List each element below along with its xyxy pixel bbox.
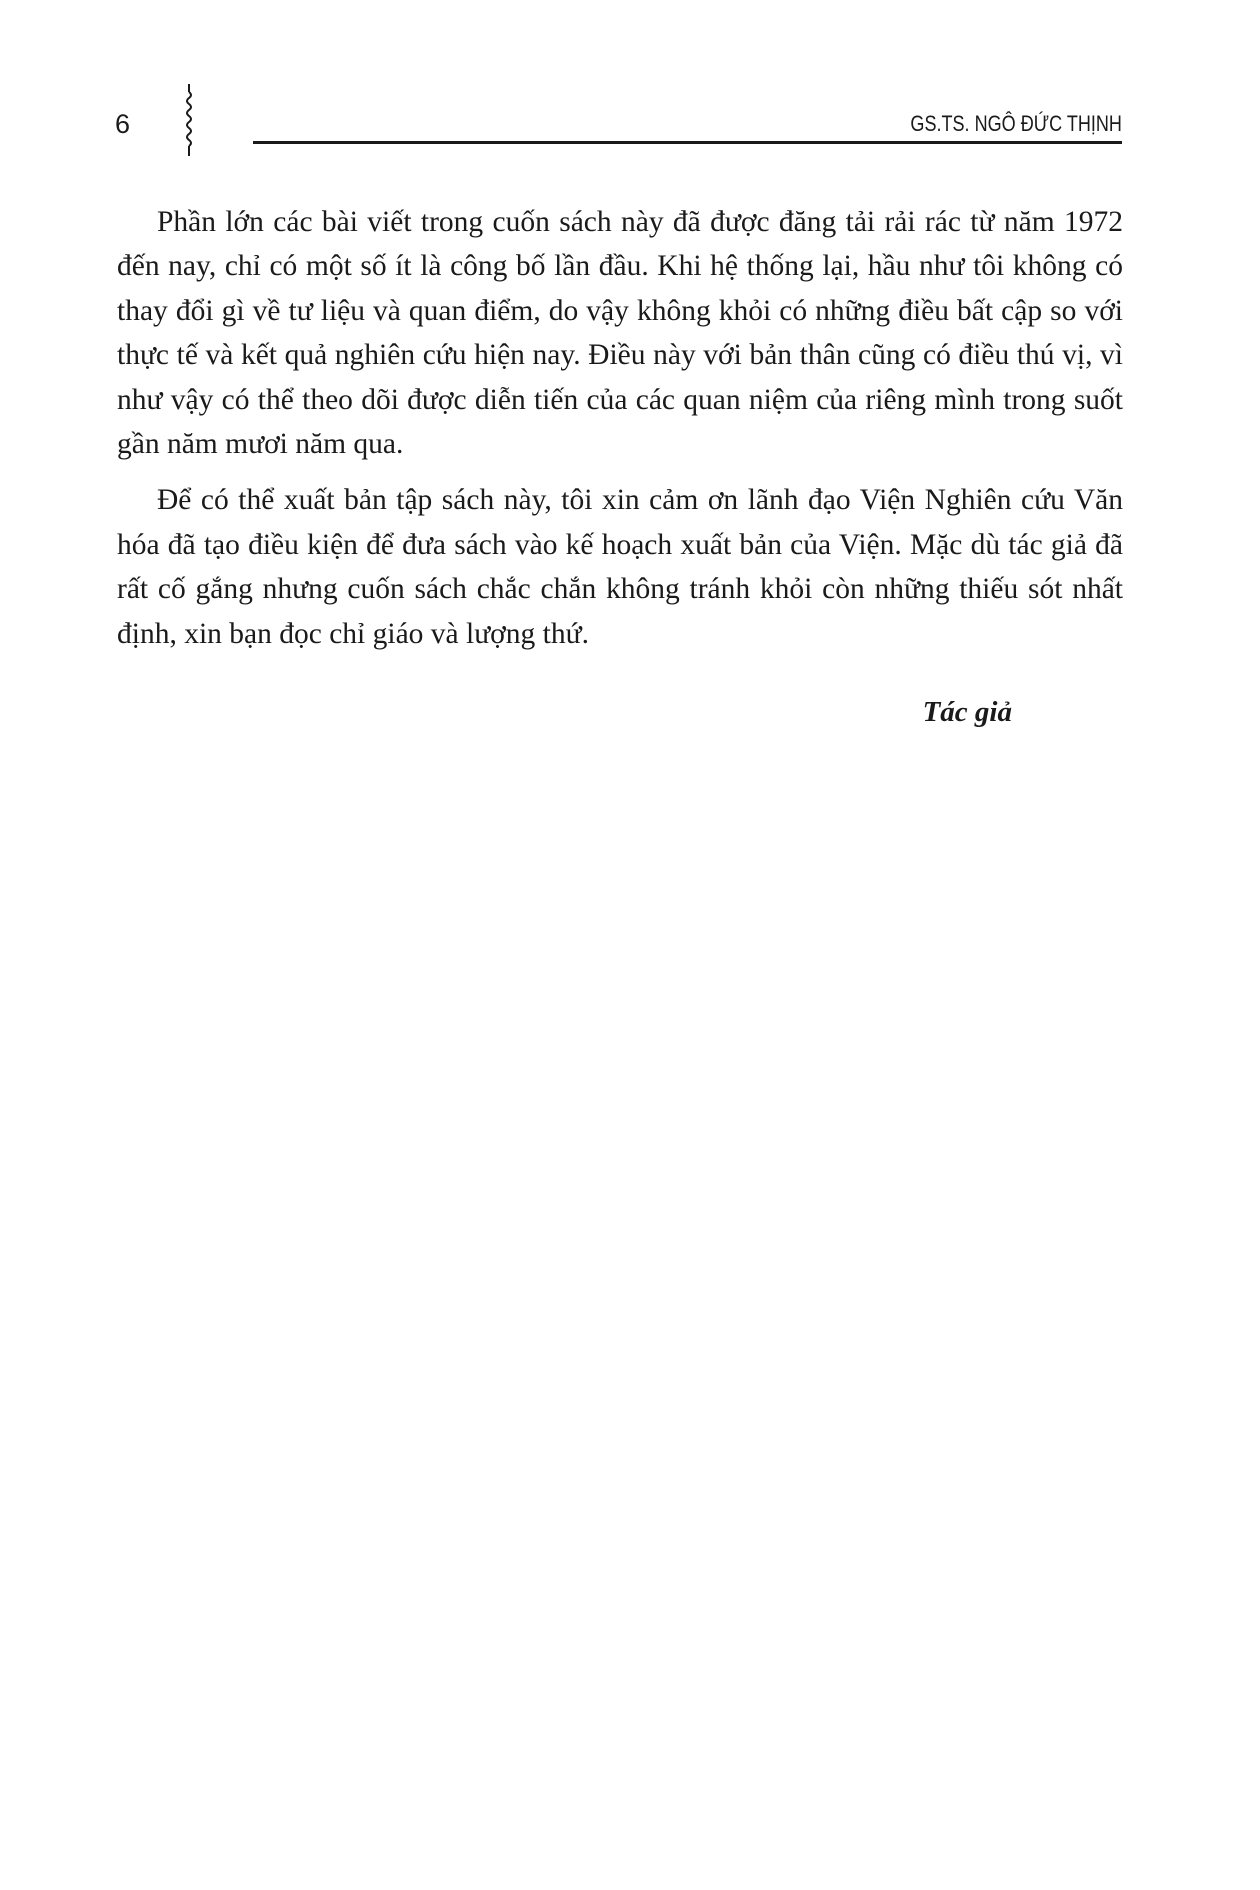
header-ornament — [184, 84, 194, 156]
signature: Tác giả — [922, 696, 1012, 728]
header-rule — [253, 141, 1122, 144]
paragraph-1: Phần lớn các bài viết trong cuốn sách này đã được đăng tải rải rác từ năm 1972 đến nay, chỉ có một số ít là công bố lần đầu. Khi hệ thống lại, hầu như tôi không có thay đổi gì về tư liệu và quan điểm, do vậy không khỏi có những điều bất cập so với thực tế và kết quả nghiên cứu hiện nay. Điều này với bản thân cũng có điều thú vị, vì như vậy có thể theo dõi được diễn tiến của các quan niệm của riêng mình trong suốt gần năm mươi năm qua. — [117, 206, 1123, 461]
running-head: GS.TS. NGÔ ĐỨC THỊNH — [910, 111, 1122, 136]
paragraph-2: Để có thể xuất bản tập sách này, tôi xin cảm ơn lãnh đạo Viện Nghiên cứu Văn hóa đã tạo điều kiện để đưa sách vào kế hoạch xuất bản của Viện. Mặc dù tác giả đã rất cố gắng nhưng cuốn sách chắc chắn không tránh khỏi còn những thiếu sót nhất định, xin bạn đọc chỉ giáo và lượng thứ. — [117, 484, 1123, 650]
body-text — [117, 200, 1123, 668]
page-number: 6 — [115, 109, 131, 139]
